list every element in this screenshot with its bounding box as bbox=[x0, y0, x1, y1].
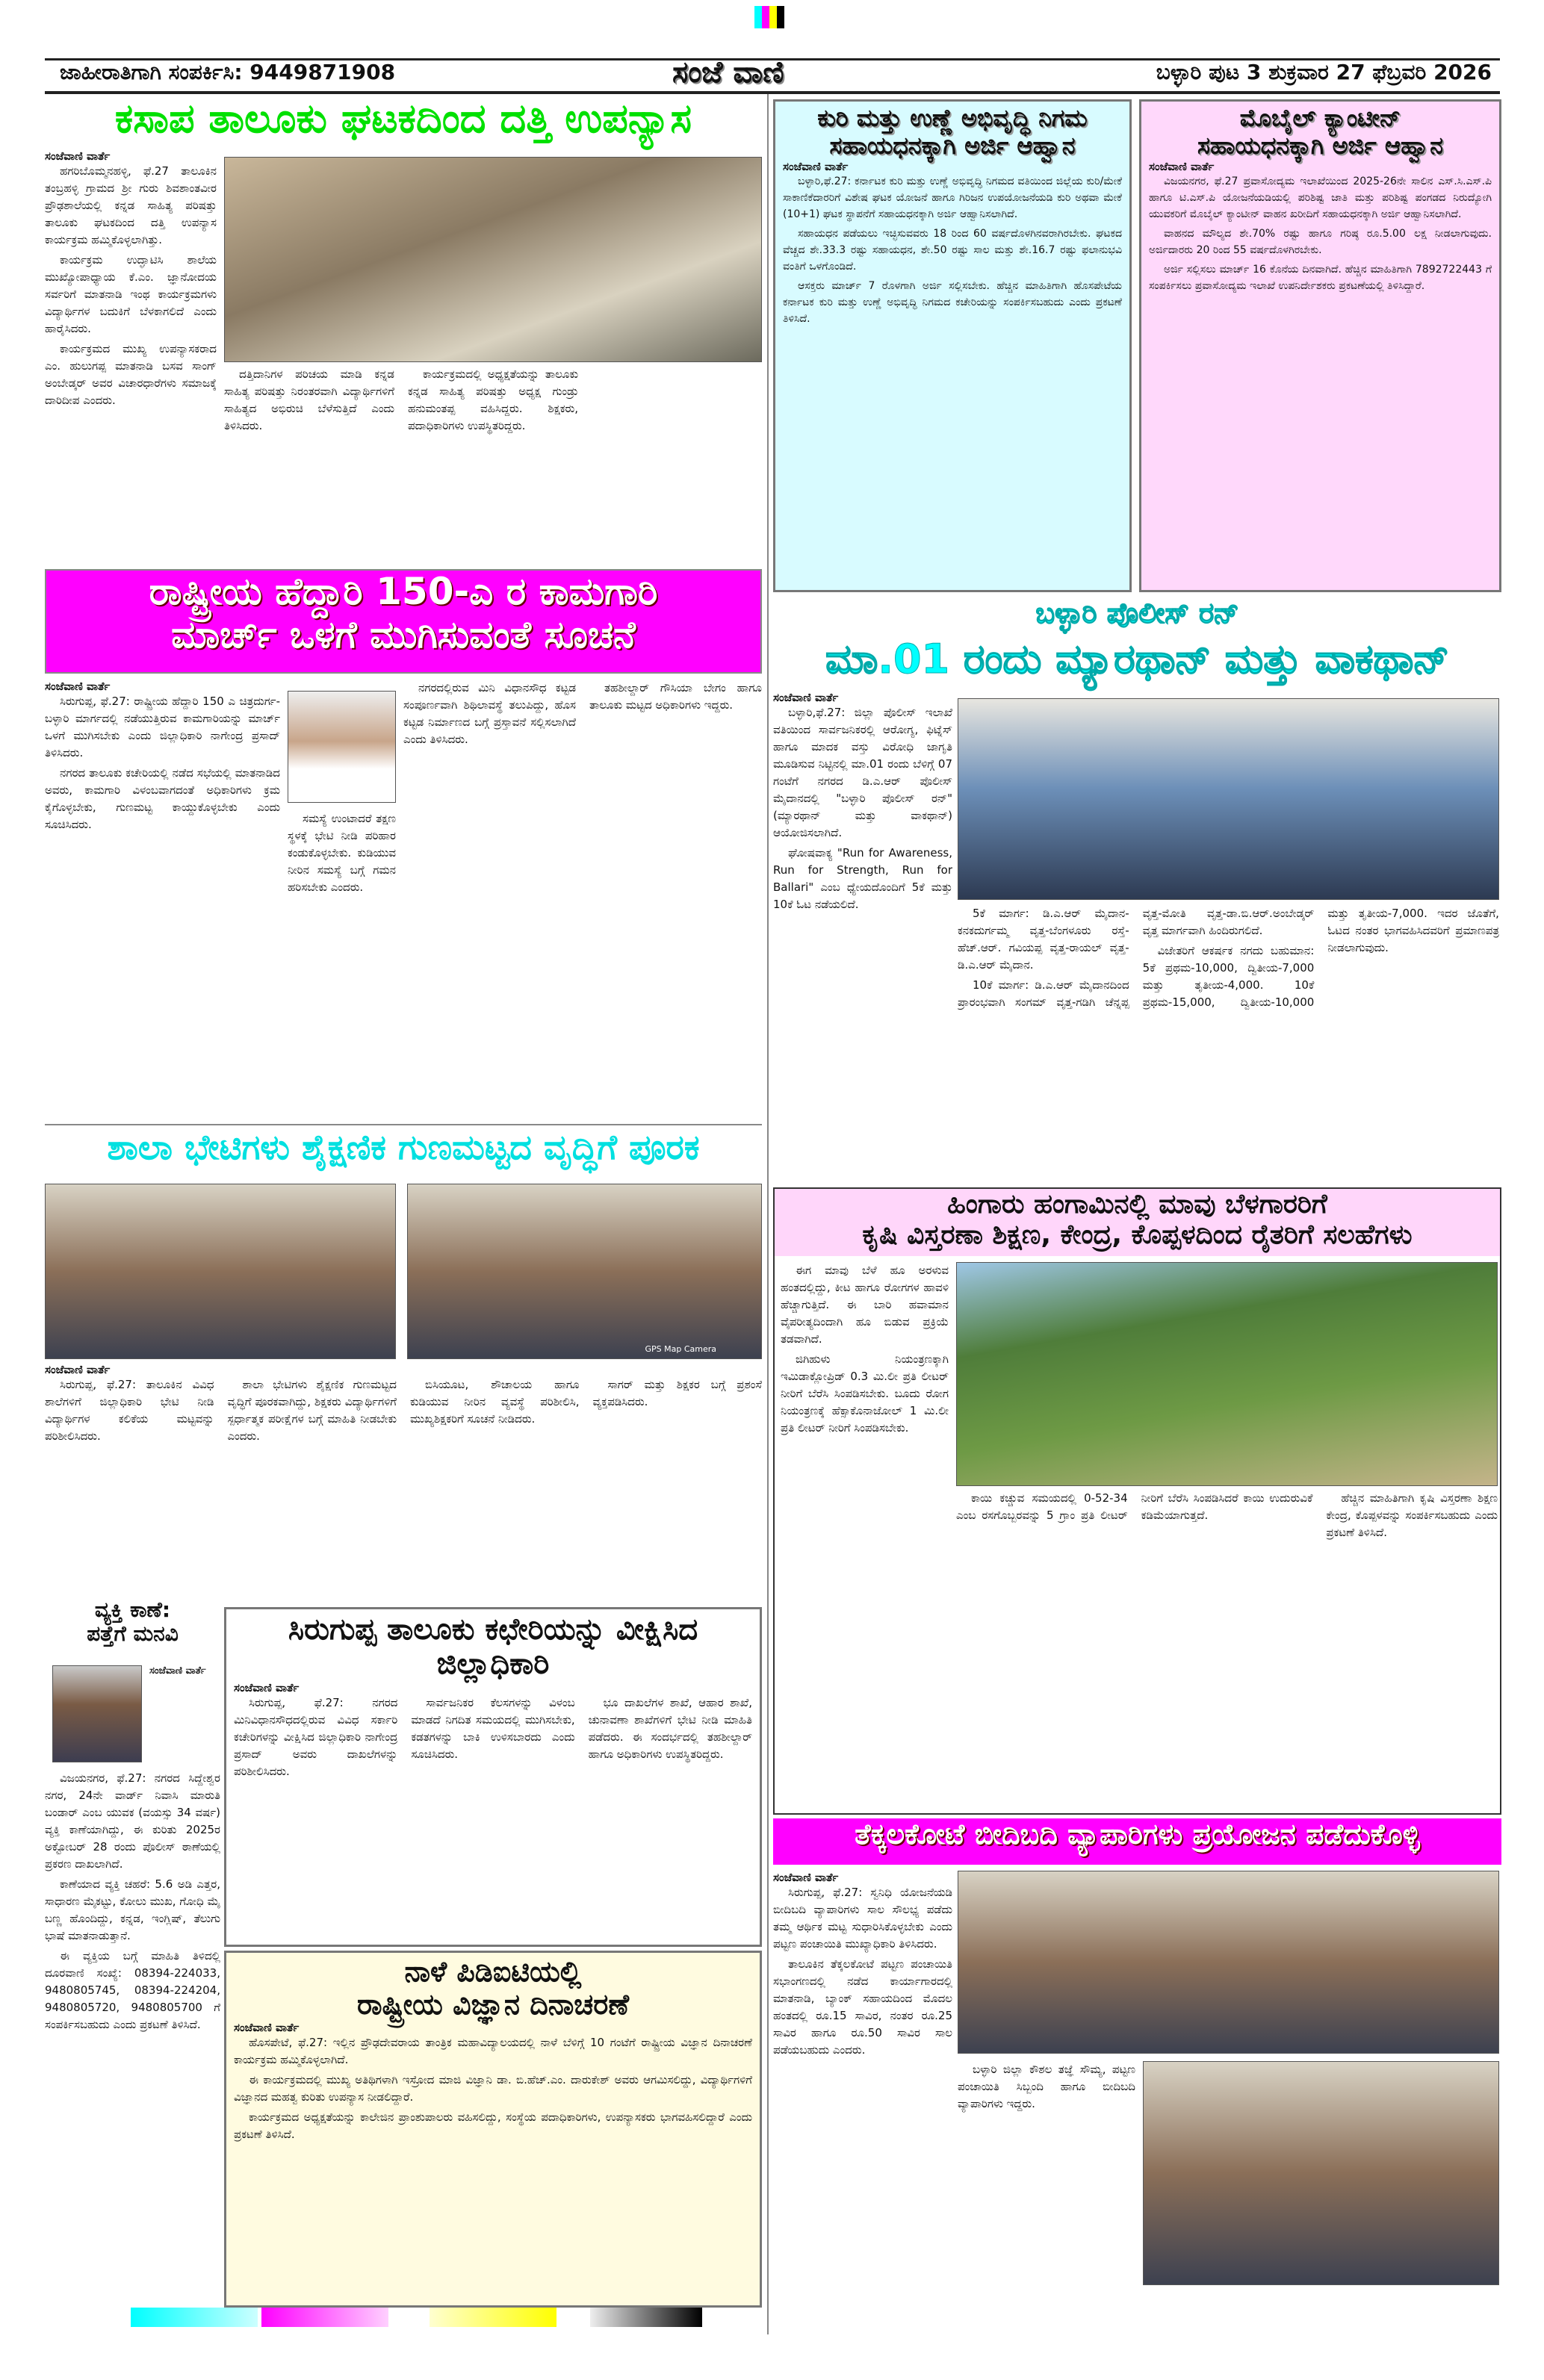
taluk-office-headline: ಸಿರುಗುಪ್ಪ ತಾಲೂಕು ಕಛೇರಿಯನ್ನು ವೀಕ್ಷಿಸಿದ ಜಿಲ್ಲಾಧಿಕಾರಿ bbox=[288, 1612, 698, 1681]
paragraph: ತಹಶೀಲ್ದಾರ್ ಗೌಸಿಯಾ ಬೇಗಂ ಹಾಗೂ ತಾಲೂಕು ಮಟ್ಟದ ಅಧಿಕಾರಿಗಳು ಇದ್ದರು. bbox=[589, 681, 762, 712]
police-run-body-col1 bbox=[773, 704, 952, 1178]
magenta-calibration-bar bbox=[261, 2308, 388, 2327]
paragraph: ಕಾರ್ಯಕ್ರಮದ ಮುಖ್ಯ ಉಪನ್ಯಾಸಕರಾದ ಎಂ. ಹುಲುಗಪ್ಪ ಮಾತನಾಡಿ ಬಸವ ಸಾಂಗ್ ಅಂಬೇಡ್ಕರ್ ಅವರ ವಿಚಾರಧಾರೆಗಳು ಸಮಾಜಕ್ಕೆ ದಾರಿದೀಪ ಎಂದರು. bbox=[45, 342, 217, 407]
taluk-office-body bbox=[234, 1694, 752, 1948]
paragraph: ನಗರದಲ್ಲಿರುವ ಮಿನಿ ವಿಧಾನಸೌಧ ಕಟ್ಟಡ ಸಂಪೂರ್ಣವಾಗಿ ಶಿಥಿಲಾವಸ್ಥೆ ತಲುಪಿದ್ದು, ಹೊಸ ಕಟ್ಟಡ ನಿರ್ಮಾಣದ ಬಗ್ಗೆ ಪ್ರಸ್ತಾವನೆ ಸಲ್ಲಿಸಲಾಗಿದೆ ಎಂದು ತಿಳಿಸಿದರು. bbox=[403, 681, 576, 746]
paragraph: ಈಗ ಮಾವು ಬೆಳೆ ಹೂ ಅರಳುವ ಹಂತದಲ್ಲಿದ್ದು, ಕೀಟ ಹಾಗೂ ರೋಗಗಳ ಹಾವಳಿ ಹೆಚ್ಚಾಗುತ್ತಿದೆ. ಈ ಬಾರಿ ಹವಾಮಾನ ವೈಪರೀತ್ಯದಿಂದಾಗಿ ಹೂ ಬಿಡುವ ಪ್ರಕ್ರಿಯೆ ತಡವಾಗಿದೆ. bbox=[781, 1264, 949, 1346]
tekkalakote-photo-1 bbox=[958, 1871, 1499, 2054]
highway-headline-line1: ರಾಷ್ಟ್ರೀಯ ಹೆದ್ದಾರಿ 150-ಎ ರ ಕಾಮಗಾರಿ bbox=[149, 570, 658, 613]
sheep-wool-byline: ಸಂಜೆವಾಣಿ ವಾರ್ತೆ bbox=[783, 159, 849, 173]
mobile-canteen-headline-line1: ಮೊಬೈಲ್ ಕ್ಯಾಂಟೀನ್ bbox=[1239, 104, 1401, 132]
kasapa-body-left bbox=[45, 163, 217, 559]
science-day-box bbox=[224, 1951, 762, 2308]
school-photo-2 bbox=[407, 1184, 762, 1359]
paragraph: ಆಸಕ್ತರು ಮಾರ್ಚ್ 7 ರೊಳಗಾಗಿ ಅರ್ಜಿ ಸಲ್ಲಿಸಬೇಕು. ಹೆಚ್ಚಿನ ಮಾಹಿತಿಗಾಗಿ ಹೊಸಪೇಟೆಯ ಕರ್ನಾಟಕ ಕುರಿ ಮತ್ತು ಉಣ್ಣೆ ಅಭಿವೃದ್ಧಿ ನಿಗಮದ ಕಚೇರಿಯನ್ನು ಸಂಪರ್ಕಿಸಬಹುದು ಎಂದು ಪ್ರಕಟಣೆ ತಿಳಿಸಿದೆ. bbox=[783, 279, 1122, 325]
tekkalakote-byline: ಸಂಜೆವಾಣಿ ವಾರ್ತೆ bbox=[773, 1871, 839, 1884]
tekkalakote-banner: ತೆಕ್ಕಲಕೋಟೆ ಬೀದಿಬದಿ ವ್ಯಾಪಾರಿಗಳು ಪ್ರಯೋಜನ ಪಡೆದುಕೊಳ್ಳಿ bbox=[773, 1818, 1501, 1865]
paragraph: 5ಕೆ ಮಾರ್ಗ: ಡಿ.ಎ.ಆರ್ ಮೈದಾನ-ಕನಕದುರ್ಗಮ್ಮ ವೃತ್ತ-ಬೆಂಗಳೂರು ರಸ್ತೆ-ಹೆಚ್.ಆರ್. ಗವಿಯಪ್ಪ ವೃತ್ತ-ರಾಯಲ್ ವೃತ್ತ-ಡಿ.ಎ.ಆರ್ ಮೈದಾನ. bbox=[958, 907, 1129, 972]
kasapa-byline: ಸಂಜೆವಾಣಿ ವಾರ್ತೆ bbox=[45, 149, 111, 163]
school-photo-1 bbox=[45, 1184, 396, 1359]
paragraph: ಕಾರ್ಯಕ್ರಮ ಉದ್ಘಾಟಿಸಿ ಶಾಲೆಯ ಮುಖ್ಯೋಪಾಧ್ಯಾಯ ಕೆ.ಎಂ. ಜ್ಞಾನೋದಯ ಸರ್ವರಿಗೆ ಮಾತನಾಡಿ ಇಂಥ ಕಾರ್ಯಕ್ರಮಗಳು ವಿದ್ಯಾರ್ಥಿಗಳ ಬದುಕಿಗೆ ಬೆಳಕಾಗಲಿದೆ ಎಂದು ಹಾರೈಸಿದರು. bbox=[45, 253, 217, 335]
paragraph: ಸಿರುಗುಪ್ಪ, ಫೆ.27: ತಾಲೂಕಿನ ವಿವಿಧ ಶಾಲೆಗಳಿಗೆ ಜಿಲ್ಲಾಧಿಕಾರಿ ಭೇಟಿ ನೀಡಿ ವಿದ್ಯಾರ್ಥಿಗಳ ಕಲಿಕೆಯ ಮಟ್ಟವನ್ನು ಪರಿಶೀಲಿಸಿದರು. bbox=[45, 1378, 214, 1443]
sheep-wool-body bbox=[783, 173, 1122, 554]
sheep-wool-box bbox=[773, 99, 1132, 592]
police-run-photo bbox=[958, 698, 1499, 900]
paragraph: ವಿಜಯನಗರ, ಫೆ.27 ಪ್ರವಾಸೋದ್ಯಮ ಇಲಾಖೆಯಿಂದ 2025-26ನೇ ಸಾಲಿನ ಎಸ್.ಸಿ.ಎಸ್.ಪಿ ಹಾಗೂ ಟಿ.ಎಸ್.ಪಿ ಯೋಜನೆಯಡಿಯಲ್ಲಿ ಪರಿಶಿಷ್ಟ ಜಾತಿ ಮತ್ತು ಪರಿಶಿಷ್ಟ ಪಂಗಡದ ನಿರುದ್ಯೋಗಿ ಯುವಕರಿಗೆ ಮೊಬೈಲ್ ಕ್ಯಾಂಟೀನ್ ವಾಹನ ಖರೀದಿಗೆ ಸಹಾಯಧನಕ್ಕಾಗಿ ಅರ್ಜಿ ಆಹ್ವಾನಿಸಲಾಗಿದೆ. bbox=[1149, 175, 1492, 220]
paragraph: ಜಿಗಿಹುಳು ನಿಯಂತ್ರಣಕ್ಕಾಗಿ ಇಮಿಡಾಕ್ಲೋಪ್ರಿಡ್ 0.3 ಮಿ.ಲೀ ಪ್ರತಿ ಲೀಟರ್ ನೀರಿಗೆ ಬೆರೆಸಿ ಸಿಂಪಡಿಸಬೇಕು. ಬೂದು ರೋಗ ನಿಯಂತ್ರಣಕ್ಕೆ ಹೆಕ್ಸಾಕೊನಾಜೋಲ್ 1 ಮಿ.ಲೀ ಪ್ರತಿ ಲೀಟರ್ ನೀರಿಗೆ ಸಿಂಪಡಿಸಬೇಕು. bbox=[781, 1352, 949, 1435]
paragraph: ಕಾಣೆಯಾದ ವ್ಯಕ್ತಿ ಚಹರೆ: 5.6 ಅಡಿ ಎತ್ತರ, ಸಾಧಾರಣ ಮೈಕಟ್ಟು, ಕೋಲು ಮುಖ, ಗೋಧಿ ಮೈ ಬಣ್ಣ ಹೊಂದಿದ್ದು, ಕನ್ನಡ, ಇಂಗ್ಲಿಷ್, ತೆಲುಗು ಭಾಷೆ ಮಾತನಾಡುತ್ತಾನೆ. bbox=[45, 1877, 220, 1942]
dateline: ಬಳ್ಳಾರಿ ಪುಟ 3 ಶುಕ್ರವಾರ 27 ಫೆಬ್ರವರಿ 2026 bbox=[1156, 60, 1492, 84]
paragraph: ಸಿರುಗುಪ್ಪ, ಫೆ.27: ರಾಷ್ಟ್ರೀಯ ಹೆದ್ದಾರಿ 150 ಎ ಚಿತ್ರದುರ್ಗ-ಬಳ್ಳಾರಿ ಮಾರ್ಗದಲ್ಲಿ ನಡೆಯುತ್ತಿರುವ ಕಾಮಗಾರಿಯನ್ನು ಮಾರ್ಚ್ ಒಳಗೆ ಮುಗಿಸಬೇಕು ಎಂದು ಜಿಲ್ಲಾಧಿಕಾರಿ ನಾಗೇಂದ್ರ ಪ್ರಸಾದ್ ತಿಳಿಸಿದರು. bbox=[45, 695, 280, 759]
mobile-canteen-byline: ಸಂಜೆವಾಣಿ ವಾರ್ತೆ bbox=[1149, 159, 1215, 173]
sheep-wool-headline-line1: ಕುರಿ ಮತ್ತು ಉಣ್ಣೆ ಅಭಿವೃದ್ಧಿ ನಿಗಮ bbox=[817, 104, 1088, 132]
paragraph: ವಿಜಯನಗರ, ಫೆ.27: ನಗರದ ಸಿದ್ದೇಶ್ವರ ನಗರ, 24ನೇ ವಾರ್ಡ್ ನಿವಾಸಿ ಮಾರುತಿ ಬಂಡಾರ್ ಎಂಬ ಯುವಕ (ವಯಸ್ಸು 34 ವರ್ಷ) ವ್ಯಕ್ತಿ ಕಾಣೆಯಾಗಿದ್ದು, ಈ ಕುರಿತು 2025ರ ಅಕ್ಟೋಬರ್ 28 ರಂದು ಪೊಲೀಸ್ ಠಾಣೆಯಲ್ಲಿ ಪ್ರಕರಣ ದಾಖಲಾಗಿದೆ. bbox=[45, 1771, 220, 1871]
paragraph: ಸಾರ್ವಜನಿಕರ ಕೆಲಸಗಳನ್ನು ವಿಳಂಬ ಮಾಡದೆ ನಿಗದಿತ ಸಮಯದಲ್ಲಿ ಮುಗಿಸಬೇಕು, ಕಡತಗಳನ್ನು ಬಾಕಿ ಉಳಿಸಬಾರದು ಎಂದು ಸೂಚಿಸಿದರು. bbox=[411, 1696, 575, 1761]
paragraph: ನಗರದ ತಾಲೂಕು ಕಚೇರಿಯಲ್ಲಿ ನಡೆದ ಸಭೆಯಲ್ಲಿ ಮಾತನಾಡಿದ ಅವರು, ಕಾಮಗಾರಿ ವಿಳಂಬವಾಗದಂತೆ ಅಧಿಕಾರಿಗಳು ಕ್ರಮ ಕೈಗೊಳ್ಳಬೇಕು, ಗುಣಮಟ್ಟ ಕಾಯ್ದುಕೊಳ್ಳಬೇಕು ಎಂದು ಸೂಚಿಸಿದರು. bbox=[45, 766, 280, 831]
missing-person-photo bbox=[52, 1665, 142, 1762]
taluk-office-box bbox=[224, 1607, 762, 1947]
mobile-canteen-body bbox=[1149, 173, 1492, 554]
highway-body-col3 bbox=[403, 680, 762, 1120]
science-day-body bbox=[234, 2034, 752, 2273]
paragraph: ಹೊಸಪೇಟೆ, ಫೆ.27: ಇಲ್ಲಿನ ಪ್ರೌಢದೇವರಾಯ ತಾಂತ್ರಿಕ ಮಹಾವಿದ್ಯಾಲಯದಲ್ಲಿ ನಾಳೆ ಬೆಳಿಗ್ಗೆ 10 ಗಂಟೆಗೆ ರಾಷ್ಟ್ರೀಯ ವಿಜ್ಞಾನ ದಿನಾಚರಣೆ ಕಾರ್ಯಕ್ರಮ ಹಮ್ಮಿಕೊಳ್ಳಲಾಗಿದೆ. bbox=[234, 2036, 752, 2067]
collector-portrait bbox=[288, 691, 396, 803]
paragraph: ಕಾಯಿ ಕಚ್ಚುವ ಸಮಯದಲ್ಲಿ 0-52-34 ಎಂಬ ರಸಗೊಬ್ಬರವನ್ನು 5 ಗ್ರಾಂ ಪ್ರತಿ ಲೀಟರ್ ನೀರಿಗೆ ಬೆರೆಸಿ ಸಿಂಪಡಿಸಿದರೆ ಕಾಯಿ ಉದುರುವಿಕೆ ಕಡಿಮೆಯಾಗುತ್ತದೆ. bbox=[956, 1491, 1313, 1522]
missing-byline: ಸಂಜೆವಾಣಿ ವಾರ್ತೆ bbox=[149, 1665, 206, 1677]
missing-person-box bbox=[45, 1598, 220, 2308]
mango-header bbox=[775, 1189, 1500, 1256]
ad-contact: ಜಾಹೀರಾತಿಗಾಗಿ ಸಂಪರ್ಕಿಸಿ: 9449871908 bbox=[60, 60, 396, 84]
paragraph: ಬಳ್ಳಾರಿ ಜಿಲ್ಲಾ ಕೌಶಲ ತಜ್ಞೆ ಸೌಮ್ಯ, ಪಟ್ಟಣ ಪಂಚಾಯಿತಿ ಸಿಬ್ಬಂದಿ ಹಾಗೂ ಬೀದಿಬದಿ ವ್ಯಾಪಾರಿಗಳು ಇದ್ದರು. bbox=[958, 2063, 1135, 2110]
highway-headline-line2: ಮಾರ್ಚ್ ಒಳಗೆ ಮುಗಿಸುವಂತೆ ಸೂಚನೆ bbox=[171, 612, 636, 656]
paragraph: ಬಳ್ಳಾರಿ,ಫೆ.27: ಕರ್ನಾಟಕ ಕುರಿ ಮತ್ತು ಉಣ್ಣೆ ಅಭಿವೃದ್ಧಿ ನಿಗಮದ ವತಿಯಿಂದ ಜಿಲ್ಲೆಯ ಕುರಿ/ಮೇಕೆ ಸಾಕಾಣಿಕೆದಾರರಿಗೆ ವಿಶೇಷ ಘಟಕ ಯೋಜನೆ ಹಾಗೂ ಗಿರಿಜನ ಉಪಯೋಜನೆಯಡಿ ಕುರಿ ಅಥವಾ ಮೇಕೆ (10+1) ಘಟಕ ಸ್ಥಾಪನೆಗೆ ಸಹಾಯಧನಕ್ಕಾಗಿ ಅರ್ಜಿ ಆಹ್ವಾನಿಸಲಾಗಿದೆ. bbox=[783, 175, 1122, 220]
paragraph: ಬಿಸಿಯೂಟ, ಶೌಚಾಲಯ ಹಾಗೂ ಕುಡಿಯುವ ನೀರಿನ ವ್ಯವಸ್ಥೆ ಪರಿಶೀಲಿಸಿ, ಮುಖ್ಯಶಿಕ್ಷಕರಿಗೆ ಸೂಚನೆ ನೀಡಿದರು. bbox=[410, 1378, 580, 1426]
cmyk-registration-mark bbox=[754, 6, 784, 28]
science-day-headline-line1: ನಾಳೆ ಪಿಡಿಐಟಿಯಲ್ಲಿ bbox=[404, 1955, 582, 1988]
mobile-canteen-headline-line2: ಸಹಾಯಧನಕ್ಕಾಗಿ ಅರ್ಜಿ ಆಹ್ವಾನ bbox=[1197, 131, 1443, 160]
paragraph: ಕಾರ್ಯಕ್ರಮದಲ್ಲಿ ಅಧ್ಯಕ್ಷತೆಯನ್ನು ತಾಲೂಕು ಕನ್ನಡ ಸಾಹಿತ್ಯ ಪರಿಷತ್ತು ಅಧ್ಯಕ್ಷ ಗುಂಡ್ರು ಹನುಮಂತಪ್ಪ ವಹಿಸಿದ್ದರು. ಶಿಕ್ಷಕರು, ಪದಾಧಿಕಾರಿಗಳು ಉಪಸ್ಥಿತರಿದ್ದರು. bbox=[408, 367, 578, 432]
sheep-wool-headline-line2: ಸಹಾಯಧನಕ್ಕಾಗಿ ಅರ್ಜಿ ಆಹ್ವಾನ bbox=[829, 131, 1076, 160]
paragraph: ತಾಲೂಕಿನ ತೆಕ್ಕಲಕೋಟೆ ಪಟ್ಟಣ ಪಂಚಾಯಿತಿ ಸಭಾಂಗಣದಲ್ಲಿ ನಡೆದ ಕಾರ್ಯಾಗಾರದಲ್ಲಿ ಮಾತನಾಡಿ, ಬ್ಯಾಂಕ್ ಸಹಾಯದಿಂದ ಮೊದಲ ಹಂತದಲ್ಲಿ ರೂ.15 ಸಾವಿರ, ನಂತರ ರೂ.25 ಸಾವಿರ ಹಾಗೂ ರೂ.50 ಸಾವಿರ ಸಾಲ ಪಡೆಯಬಹುದು ಎಂದರು. bbox=[773, 1957, 952, 2057]
police-run-body-rest bbox=[958, 905, 1499, 1181]
paragraph: ದತ್ತಿದಾನಿಗಳ ಪರಿಚಯ ಮಾಡಿ ಕನ್ನಡ ಸಾಹಿತ್ಯ ಪರಿಷತ್ತು ನಿರಂತರವಾಗಿ ವಿದ್ಯಾರ್ಥಿಗಳಿಗೆ ಸಾಹಿತ್ಯದ ಅಭಿರುಚಿ ಬೆಳೆಸುತ್ತಿದೆ ಎಂದು ತಿಳಿಸಿದರು. bbox=[224, 367, 394, 432]
paragraph: ಹೆಚ್ಚಿನ ಮಾಹಿತಿಗಾಗಿ ಕೃಷಿ ವಿಸ್ತರಣಾ ಶಿಕ್ಷಣ ಕೇಂದ್ರ, ಕೊಪ್ಪಳವನ್ನು ಸಂಪರ್ಕಿಸಬಹುದು ಎಂದು ಪ್ರಕಟಣೆ ತಿಳಿಸಿದೆ. bbox=[1326, 1491, 1498, 1539]
paragraph: ಸಿರುಗುಪ್ಪ, ಫೆ.27: ಸ್ವನಿಧಿ ಯೋಜನೆಯಡಿ ಬೀದಿಬದಿ ವ್ಯಾಪಾರಿಗಳು ಸಾಲ ಸೌಲಭ್ಯ ಪಡೆದು ತಮ್ಮ ಆರ್ಥಿಕ ಮಟ್ಟ ಸುಧಾರಿಸಿಕೊಳ್ಳಬೇಕು ಎಂದು ಪಟ್ಟಣ ಪಂಚಾಯಿತಿ ಮುಖ್ಯಾಧಿಕಾರಿ ತಿಳಿಸಿದರು. bbox=[773, 1886, 952, 1951]
school-body bbox=[45, 1376, 762, 1582]
science-day-headline-line2: ರಾಷ್ಟ್ರೀಯ ವಿಜ್ಞಾನ ದಿನಾಚರಣೆ bbox=[356, 1987, 629, 2021]
column-divider bbox=[767, 94, 769, 2334]
mango-headline-line1: ಹಿಂಗಾರು ಹಂಗಾಮಿನಲ್ಲಿ ಮಾವು ಬೆಳಗಾರರಿಗೆ bbox=[947, 1189, 1327, 1219]
paragraph: ವಾಹನದ ಮೌಲ್ಯದ ಶೇ.70% ರಷ್ಟು ಹಾಗೂ ಗರಿಷ್ಠ ರೂ.5.00 ಲಕ್ಷ ನೀಡಲಾಗುವುದು. ಅರ್ಜಿದಾರರು 20 ರಿಂದ 55 ವರ್ಷದೊಳಗಿರಬೇಕು. bbox=[1149, 227, 1492, 256]
kasapa-headline: ಕಸಾಪ ತಾಲೂಕು ಘಟಕದಿಂದ ದತ್ತಿ ಉಪನ್ಯಾಸ bbox=[114, 95, 692, 142]
highway-byline: ಸಂಜೆವಾಣಿ ವಾರ್ತೆ bbox=[45, 680, 111, 693]
paragraph: ಸಹಾಯಧನ ಪಡೆಯಲು ಇಚ್ಛಿಸುವವರು 18 ರಿಂದ 60 ವರ್ಷದೊಳಗಿನವರಾಗಿರಬೇಕು. ಘಟಕದ ವೆಚ್ಚದ ಶೇ.33.3 ರಷ್ಟು ಸಹಾಯಧನ, ಶೇ.50 ರಷ್ಟು ಸಾಲ ಮತ್ತು ಶೇ.16.7 ರಷ್ಟು ಫಲಾನುಭವಿ ವಂತಿಗೆ ಒಳಗೊಂಡಿದೆ. bbox=[783, 227, 1122, 273]
police-run-byline: ಸಂಜೆವಾಣಿ ವಾರ್ತೆ bbox=[773, 691, 839, 704]
tekkalakote-body-col2 bbox=[958, 2061, 1135, 2308]
paragraph: 10ಕೆ ಮಾರ್ಗ: ಡಿ.ಎ.ಆರ್ ಮೈದಾನದಿಂದ ಪ್ರಾರಂಭವಾಗಿ ಸಂಗಮ್ ವೃತ್ತ-ಗಡಿಗಿ ಚೆನ್ನಪ್ಪ ವೃತ್ತ-ಮೋತಿ ವೃತ್ತ-ಡಾ.ಬಿ.ಆರ್.ಅಂಬೇಡ್ಕರ್ ವೃತ್ತ ಮಾರ್ಗವಾಗಿ ಹಿಂದಿರುಗಲಿದೆ. bbox=[958, 907, 1315, 1009]
tekkalakote-photo-2 bbox=[1143, 2061, 1499, 2285]
photo-caption: GPS Map Camera bbox=[645, 1344, 716, 1354]
paragraph: ಸಮಸ್ಯೆ ಉಂಟಾದರೆ ತಕ್ಷಣ ಸ್ಥಳಕ್ಕೆ ಭೇಟಿ ನೀಡಿ ಪರಿಹಾರ ಕಂಡುಕೊಳ್ಳಬೇಕು. ಕುಡಿಯುವ ನೀರಿನ ಸಮಸ್ಯೆ ಬಗ್ಗೆ ಗಮನ ಹರಿಸಬೇಕು ಎಂದರು. bbox=[288, 812, 396, 894]
tekkalakote-body-col1 bbox=[773, 1884, 952, 2302]
school-byline: ಸಂಜೆವಾಣಿ ವಾರ್ತೆ bbox=[45, 1363, 111, 1376]
masthead-logo: ಸಂಜೆ ವಾಣಿ bbox=[672, 55, 784, 90]
science-day-byline: ಸಂಜೆವಾಣಿ ವಾರ್ತೆ bbox=[234, 2021, 300, 2035]
missing-headline-line1: ವ್ಯಕ್ತಿ ಕಾಣೆ: bbox=[94, 1597, 171, 1622]
kasapa-photo bbox=[224, 157, 762, 362]
highway-banner bbox=[45, 569, 762, 674]
paragraph: ಘೋಷವಾಕ್ಯ "Run for Awareness, Run for Strength, Run for Ballari" ಎಂಬ ಧ್ಯೇಯದೊಂದಿಗೆ 5ಕೆ ಮತ್ತು 10ಕೆ ಓಟ ನಡೆಯಲಿದೆ. bbox=[773, 846, 952, 911]
paragraph: ಭೂ ದಾಖಲೆಗಳ ಶಾಖೆ, ಆಹಾರ ಶಾಖೆ, ಚುನಾವಣಾ ಶಾಖೆಗಳಿಗೆ ಭೇಟಿ ನೀಡಿ ಮಾಹಿತಿ ಪಡೆದರು. ಈ ಸಂದರ್ಭದಲ್ಲಿ ತಹಶೀಲ್ದಾರ್ ಹಾಗೂ ಅಧಿಕಾರಿಗಳು ಉಪಸ್ಥಿತರಿದ್ದರು. bbox=[588, 1696, 752, 1761]
paragraph: ಹಗರಿಬೊಮ್ಮನಹಳ್ಳಿ, ಫೆ.27 ತಾಲೂಕಿನ ತಂಬ್ರಹಳ್ಳಿ ಗ್ರಾಮದ ಶ್ರೀ ಗುರು ಶಿವಶಾಂತವೀರ ಪ್ರೌಢಶಾಲೆಯಲ್ಲಿ ಕನ್ನಡ ಸಾಹಿತ್ಯ ಪರಿಷತ್ತು ತಾಲೂಕು ಘಟಕದಿಂದ ದತ್ತಿ ಉಪನ್ಯಾಸ ಕಾರ್ಯಕ್ರಮ ಹಮ್ಮಿಕೊಳ್ಳಲಾಗಿತ್ತು. bbox=[45, 164, 217, 246]
paragraph: ಕಾರ್ಯಕ್ರಮದ ಅಧ್ಯಕ್ಷತೆಯನ್ನು ಕಾಲೇಜಿನ ಪ್ರಾಂಶುಪಾಲರು ವಹಿಸಲಿದ್ದು, ಸಂಸ್ಥೆಯ ಪದಾಧಿಕಾರಿಗಳು, ಉಪನ್ಯಾಸಕರು ಭಾಗವಹಿಸಲಿದ್ದಾರೆ ಎಂದು ಪ್ರಕಟಣೆ ತಿಳಿಸಿದೆ. bbox=[234, 2110, 752, 2142]
paragraph: ವಿಜೇತರಿಗೆ ಆಕರ್ಷಕ ನಗದು ಬಹುಮಾನ: 5ಕೆ ಪ್ರಥಮ-10,000, ದ್ವಿತೀಯ-7,000 ಮತ್ತು ತೃತೀಯ-4,000. 10ಕೆ ಪ್ರಥಮ-15,000, ದ್ವಿತೀಯ-10,000 ಮತ್ತು ತೃತೀಯ-7,000. ಇದರ ಜೊತೆಗೆ, ಓಟದ ನಂತರ ಭಾಗವಹಿಸಿದವರಿಗೆ ಪ್ರಮಾಣಪತ್ರ ನೀಡಲಾಗುವುದು. bbox=[1142, 907, 1499, 1009]
cyan-calibration-bar bbox=[131, 2308, 258, 2327]
mango-body-col1 bbox=[781, 1262, 949, 1811]
paragraph: ಶಾಲಾ ಭೇಟಿಗಳು ಶೈಕ್ಷಣಿಕ ಗುಣಮಟ್ಟದ ವೃದ್ಧಿಗೆ ಪೂರಕವಾಗಿದ್ದು, ಶಿಕ್ಷಕರು ವಿದ್ಯಾರ್ಥಿಗಳಿಗೆ ಸ್ಪರ್ಧಾತ್ಮಕ ಪರೀಕ್ಷೆಗಳ ಬಗ್ಗೆ ಮಾಹಿತಿ ನೀಡಬೇಕು ಎಂದರು. bbox=[227, 1378, 397, 1443]
paragraph: ಈ ಕಾರ್ಯಕ್ರಮದಲ್ಲಿ ಮುಖ್ಯ ಅತಿಥಿಗಳಾಗಿ ಇಸ್ರೋದ ಮಾಜಿ ವಿಜ್ಞಾನಿ ಡಾ. ಬಿ.ಹೆಚ್.ಎಂ. ದಾರುಕೇಶ್ ಅವರು ಆಗಮಿಸಲಿದ್ದು, ವಿದ್ಯಾರ್ಥಿಗಳಿಗೆ ವಿಜ್ಞಾನದ ಮಹತ್ವ ಕುರಿತು ಉಪನ್ಯಾಸ ನೀಡಲಿದ್ದಾರೆ. bbox=[234, 2073, 752, 2104]
yellow-calibration-bar bbox=[430, 2308, 556, 2327]
paragraph: ಅರ್ಜಿ ಸಲ್ಲಿಸಲು ಮಾರ್ಚ್ 16 ಕೊನೆಯ ದಿನವಾಗಿದೆ. ಹೆಚ್ಚಿನ ಮಾಹಿತಿಗಾಗಿ 7892722443 ಗೆ ಸಂಪರ್ಕಿಸಲು ಪ್ರವಾಸೋದ್ಯಮ ಇಲಾಖೆ ಉಪನಿರ್ದೇಶಕರು ಪ್ರಕಟಣೆಯಲ್ಲಿ ತಿಳಿಸಿದ್ದಾರೆ. bbox=[1149, 263, 1492, 292]
mobile-canteen-box bbox=[1139, 99, 1501, 592]
highway-body-col2 bbox=[288, 810, 396, 1120]
missing-headline-line2: ಪತ್ತೆಗೆ ಮನವಿ bbox=[87, 1621, 179, 1647]
paragraph: ಬಳ್ಳಾರಿ,ಫೆ.27: ಜಿಲ್ಲಾ ಪೊಲೀಸ್ ಇಲಾಖೆ ವತಿಯಿಂದ ಸಾರ್ವಜನಿಕರಲ್ಲಿ ಆರೋಗ್ಯ, ಫಿಟ್ನೆಸ್ ಹಾಗೂ ಮಾದಕ ವಸ್ತು ವಿರೋಧಿ ಜಾಗೃತಿ ಮೂಡಿಸುವ ನಿಟ್ಟಿನಲ್ಲಿ ಮಾ.01 ರಂದು ಬೆಳಿಗ್ಗೆ 07 ಗಂಟೆಗೆ ನಗರದ ಡಿ.ಎ.ಆರ್ ಪೊಲೀಸ್ ಮೈದಾನದಲ್ಲಿ "ಬಳ್ಳಾರಿ ಪೊಲೀಸ್ ರನ್" (ಮ್ಯಾರಥಾನ್ ಮತ್ತು ವಾಕಥಾನ್) ಆಯೋಜಿಸಲಾಗಿದೆ. bbox=[773, 706, 952, 839]
paragraph: ಸಿರುಗುಪ್ಪ, ಫೆ.27: ನಗರದ ಮಿನಿವಿಧಾನಸೌಧದಲ್ಲಿರುವ ವಿವಿಧ ಸರ್ಕಾರಿ ಕಚೇರಿಗಳನ್ನು ವೀಕ್ಷಿಸಿದ ಜಿಲ್ಲಾಧಿಕಾರಿ ನಾಗೇಂದ್ರ ಪ್ರಸಾದ್ ಅವರು ದಾಖಲೆಗಳನ್ನು ಪರಿಶೀಲಿಸಿದರು. bbox=[234, 1696, 398, 1778]
police-run-kicker: ಬಳ್ಳಾರಿ ಪೊಲೀಸ್ ರನ್ bbox=[1035, 597, 1239, 630]
kasapa-body-right bbox=[224, 366, 762, 564]
highway-body-col1 bbox=[45, 693, 280, 1111]
mango-body-rest bbox=[956, 1490, 1498, 1811]
paragraph: ಈ ವ್ಯಕ್ತಿಯ ಬಗ್ಗೆ ಮಾಹಿತಿ ತಿಳಿದಲ್ಲಿ ದೂರವಾಣಿ ಸಂಖ್ಯೆ: 08394-224033, 9480805745, 08394-224204, 9480805720, 9480805700 ಗೆ ಸಂಪರ್ಕಿಸಬಹುದು ಎಂದು ಪ್ರಕಟಣೆ ತಿಳಿಸಿದೆ. bbox=[45, 1949, 220, 2031]
taluk-office-byline: ಸಂಜೆವಾಣಿ ವಾರ್ತೆ bbox=[234, 1681, 300, 1694]
mango-headline-line2: ಕೃಷಿ ವಿಸ್ತರಣಾ ಶಿಕ್ಷಣ, ಕೇಂದ್ರ, ಕೊಪ್ಪಳದಿಂದ ರೈತರಿಗೆ ಸಲಹೆಗಳು bbox=[862, 1219, 1413, 1251]
mango-orchard-photo bbox=[956, 1262, 1498, 1486]
school-headline: ಶಾಲಾ ಭೇಟಿಗಳು ಶೈಕ್ಷಣಿಕ ಗುಣಮಟ್ಟದ ವೃದ್ಧಿಗೆ ಪೂರಕ bbox=[107, 1127, 700, 1167]
police-run-headline: ಮಾ.01 ರಂದು ಮ್ಯಾರಥಾನ್ ಮತ್ತು ವಾಕಥಾನ್ bbox=[825, 636, 1449, 683]
paragraph: ಸಾಗರ್ ಮತ್ತು ಶಿಕ್ಷಕರ ಬಗ್ಗೆ ಪ್ರಶಂಸೆ ವ್ಯಕ್ತಪಡಿಸಿದರು. bbox=[592, 1378, 762, 1408]
header-rule bbox=[45, 91, 1500, 94]
black-calibration-bar bbox=[590, 2308, 702, 2327]
missing-body bbox=[45, 1770, 220, 2308]
